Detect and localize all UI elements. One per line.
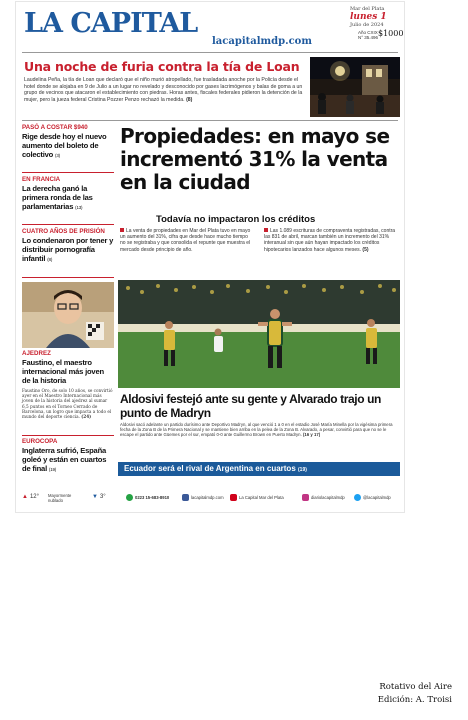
youtube-icon xyxy=(230,494,237,501)
sports-photo xyxy=(118,280,400,388)
top-story-text: Laudelina Peña, la tía de Loan que declaró que el niño murió atropellado, fue trasladada anoche por la Policía desde el hotel donde se alojaba en 9 de Julio a un lugar no revelado y desconocido por gases lacrimógenos y balas de goma a un grupo de vecinos que atacaron el establecimiento con piedras. Horas antes, fiscales federales pidieron la detención de la mujer, pero la jueza federal Cristina Pozzer Penzo rechazó la medida. xyxy=(24,77,303,103)
main-subheadline: Todavía no impactaron los créditos xyxy=(156,214,316,225)
brief-kicker: EN FRANCIA xyxy=(22,176,61,183)
edition-year: Año CXIX xyxy=(358,30,378,35)
brief-kicker: CUATRO AÑOS DE PRISIÓN xyxy=(22,228,105,235)
brief-headline: Rige desde hoy el nuevo aumento del boleto de colectivo (3) xyxy=(22,132,107,159)
facebook-icon xyxy=(182,494,189,501)
brief-divider xyxy=(22,435,114,436)
facebook-link[interactable]: lacapitalmdp.com xyxy=(182,494,224,501)
bullet-marker xyxy=(264,228,268,232)
brief-headline: Inglaterra sufrió, España goleó y están en cuartos de final (19) xyxy=(22,446,107,473)
masthead-divider xyxy=(22,52,398,53)
whatsapp-link[interactable]: 0223 15-683-8910 xyxy=(126,494,169,501)
youtube-link[interactable]: La Capital Mar del Plata xyxy=(230,494,284,501)
newspaper-front-page xyxy=(16,2,404,512)
main-headline[interactable]: Propiedades: en mayo se incrementó 31% la venta en la ciudad xyxy=(120,124,390,194)
date-block xyxy=(350,6,398,28)
footer-strip xyxy=(22,494,400,506)
bullet-marker xyxy=(120,228,124,232)
newspaper-logo: LA CAPITAL xyxy=(24,8,198,39)
main-column-1: La venta de propiedades en Mar del Plata tuvo en mayo un aumento del 31%, cifra que desde hace mucho tiempo no se registraba y que consolida el repunte que muestra el mercado desde principio de año. xyxy=(120,228,251,253)
edition-info xyxy=(358,30,378,40)
brief-divider xyxy=(22,172,114,173)
day-label: lunes 1 xyxy=(350,12,387,22)
brief-chess[interactable] xyxy=(22,350,114,419)
sports-headline[interactable]: Aldosivi festejó ante su gente y Alvarado trajo un punto de Madryn xyxy=(120,392,381,420)
masthead xyxy=(22,6,398,50)
brief-divider xyxy=(22,277,114,278)
brief-prison[interactable] xyxy=(22,228,114,264)
instagram-link[interactable]: diariolacapitalmdp xyxy=(302,494,345,501)
weather-desc: Mayormente nublado xyxy=(48,493,72,503)
twitter-link[interactable]: @lacapitalmdp xyxy=(354,494,391,501)
top-story-headline[interactable]: Una noche de furia contra la tía de Loan xyxy=(24,59,300,74)
football-banner[interactable]: Ecuador será el rival de Argentina en cuartos (19) xyxy=(118,462,400,476)
sports-body: Aldosivi sacó adelante un partido durísimo ante Deportivo Madryn, al que venció 1 a 0 en el estadio José María Minella por la vigésima primera fecha de la Zona B de la Primera Nacional y se mantiene bien arriba en la pelea de la Zona B. Alvarado, a pesar, convirtió para que no se le escape el partido ante Güemes por el sur, empató 0-0 ante Guillermo Brown en Puerto Madryn. (16 y 17) xyxy=(120,422,393,438)
credits xyxy=(378,681,452,707)
city-label: Mar del Plata xyxy=(350,6,385,12)
main-column-2: Las 1.089 escrituras de compraventa registradas, contra las 831 de abril, marcan también un incremento del 31% interanual sin que aún hayan impactado los créditos hipotecarios lanzados hace algunos meses. (5) xyxy=(264,228,396,253)
arrow-down-icon: ▼ xyxy=(92,494,98,500)
top-story-ref: (8) xyxy=(186,96,193,103)
brief-kicker: PASÓ A COSTAR $940 xyxy=(22,124,88,131)
arrow-up-icon: ▲ xyxy=(22,494,28,500)
credits-line-2: Edición: A. Troisi xyxy=(377,695,452,705)
brief-france[interactable] xyxy=(22,176,114,212)
night-crowd-image xyxy=(310,57,400,117)
section-divider xyxy=(22,120,398,121)
whatsapp-icon xyxy=(126,494,133,501)
brief-eurocup[interactable] xyxy=(22,438,114,474)
brief-divider xyxy=(22,224,114,225)
instagram-icon xyxy=(302,494,309,501)
brief-headline: La derecha ganó la primera ronda de las parlamentarias (13) xyxy=(22,184,93,211)
price-label: $1000 xyxy=(378,29,404,38)
weather-high: ▲ 12° xyxy=(22,494,40,500)
date-label: Julio de 2024 xyxy=(350,22,384,28)
chess-photo xyxy=(22,282,114,348)
brief-headline: Lo condenaron por tener y distribuir pornografía infantil (8) xyxy=(22,236,114,263)
website-url[interactable]: lacapitalmdp.com xyxy=(212,36,312,47)
top-story-body xyxy=(24,77,308,103)
brief-headline: Faustino, el maestro internacional más joven de la historia xyxy=(22,358,104,385)
top-story-photo xyxy=(310,57,400,117)
twitter-icon xyxy=(354,494,361,501)
football-match-image xyxy=(118,280,400,388)
brief-fare[interactable] xyxy=(22,124,114,160)
brief-kicker: EUROCOPA xyxy=(22,438,58,445)
edition-number: N° 35.496 xyxy=(358,35,379,40)
credits-line-1: Rotativo del Aire xyxy=(379,682,452,692)
brief-kicker: AJEDREZ xyxy=(22,350,51,357)
brief-body: Faustino Oro, de solo 10 años, se convirtió ayer en el Maestro Internacional más joven de la historia del ajedrez al sumar 6,5 puntos en el Torneo Cerrado de Barcelona, un logro que impacta a todo el mundo del deporte ciencia. (24) xyxy=(22,388,113,420)
weather-low: ▼ 3° xyxy=(92,494,106,500)
boy-portrait-image xyxy=(22,282,114,348)
